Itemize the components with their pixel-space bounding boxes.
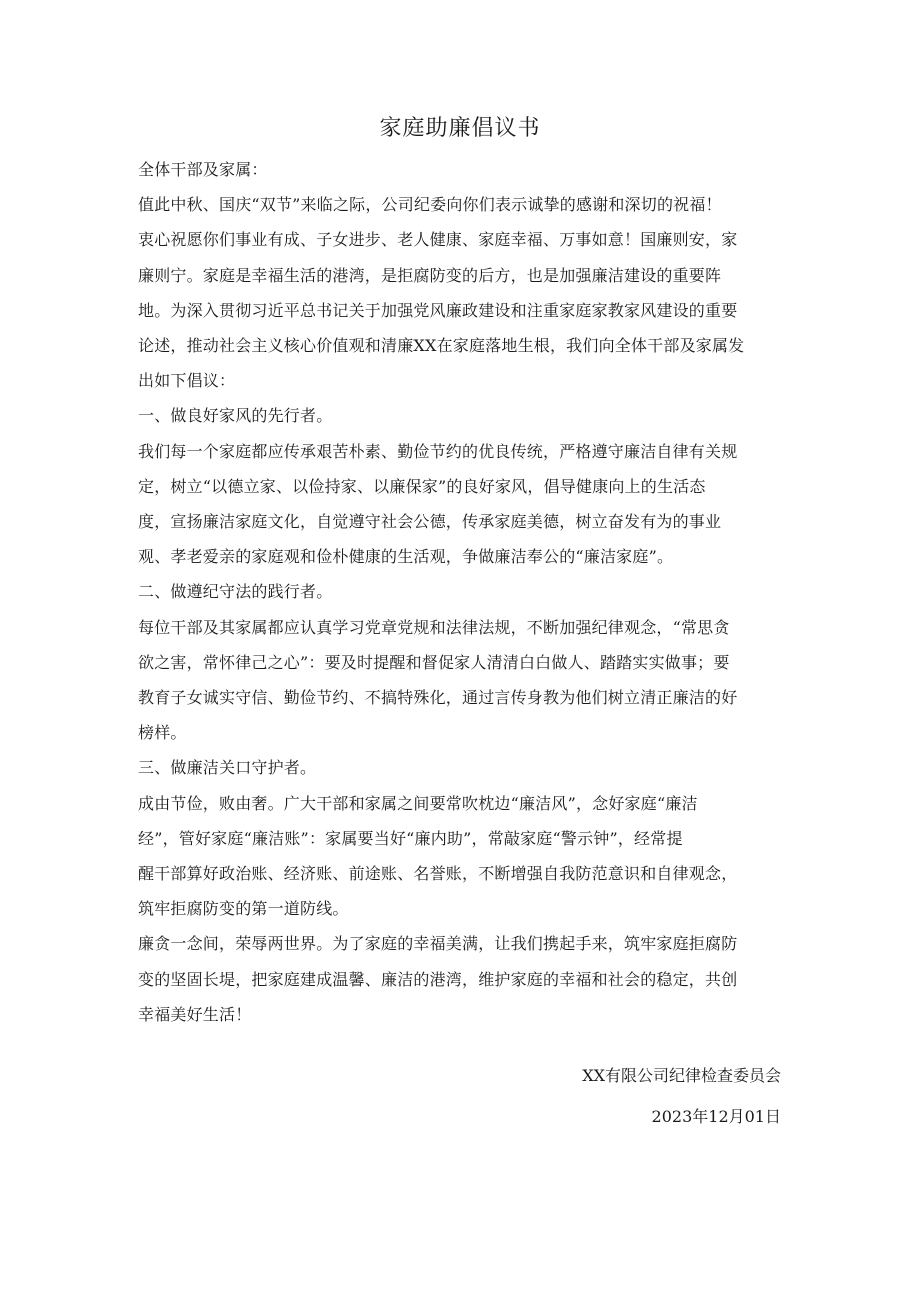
body-line: 出如下倡议： <box>138 371 236 391</box>
body-line: 地。为深入贯彻习近平总书记关于加强党风廉政建设和注重家庭家教家风建设的重要 <box>138 300 738 320</box>
body-line: 观、孝老爱亲的家庭观和俭朴健康的生活观，争做廉洁奉公的“廉洁家庭”。 <box>138 547 674 567</box>
body-line: 欲之害，常怀律己之心”：要及时提醒和督促家人清清白白做人、踏踏实实做事；要 <box>138 652 730 672</box>
body-line: 论述，推动社会主义核心价值观和清廉XX在家庭落地生根，我们向全体干部及家属发 <box>138 336 745 356</box>
signature-organization: XX有限公司纪律检查委员会 <box>582 1066 781 1085</box>
body-line: 我们每一个家庭都应传承艰苦朴素、勤俭节约的优良传统，严格遵守廉洁自律有关规 <box>138 441 738 461</box>
section-heading: 一、做良好家风的先行者。 <box>138 406 333 426</box>
body-line: 经”，管好家庭“廉洁账”：家属要当好“廉内助”，常敲家庭“警示钟”，经常提 <box>138 828 683 848</box>
body-line: 定，树立“以德立家、以俭持家、以廉保家”的良好家风，倡导健康向上的生活态 <box>138 476 706 496</box>
body-line: 度，宣扬廉洁家庭文化，自觉遵守社会公德，传承家庭美德，树立奋发有为的事业 <box>138 512 722 532</box>
body-line: 廉则宁。家庭是幸福生活的港湾，是拒腐防变的后方，也是加强廉洁建设的重要阵 <box>138 265 722 285</box>
section-heading: 三、做廉洁关口守护者。 <box>138 758 317 778</box>
body-line: 全体干部及家属： <box>138 160 268 179</box>
body-line: 醒干部算好政治账、经济账、前途账、名誉账，不断增强自我防范意识和自律观念， <box>138 864 738 884</box>
body-line: 筑牢拒腐防变的第一道防线。 <box>138 899 349 919</box>
document-body <box>138 152 778 1032</box>
document-title: 家庭助廉倡议书 <box>379 116 541 141</box>
body-line: 值此中秋、国庆“双节”来临之际，公司纪委向你们表示诚挚的感谢和深切的祝福！ <box>138 195 722 215</box>
body-line: 每位干部及其家属都应认真学习党章党规和法律法规，不断加强纪律观念，“常思贪 <box>138 617 730 637</box>
body-line: 成由节俭，败由奢。广大干部和家属之间要常吹枕边“廉洁风”，念好家庭“廉洁 <box>138 793 698 813</box>
body-line: 榜样。 <box>138 723 187 743</box>
body-line: 教育子女诚实守信、勤俭节约、不搞特殊化，通过言传身教为他们树立清正廉洁的好 <box>138 688 738 708</box>
body-line: 幸福美好生活！ <box>138 1004 252 1024</box>
body-line: 衷心祝愿你们事业有成、子女进步、老人健康、家庭幸福、万事如意！国廉则安，家 <box>138 230 738 250</box>
section-heading: 二、做遵纪守法的践行者。 <box>138 582 333 602</box>
body-line: 廉贪一念间，荣辱两世界。为了家庭的幸福美满，让我们携起手来，筑牢家庭拒腐防 <box>138 934 738 954</box>
body-line: 变的坚固长堤，把家庭建成温馨、廉洁的港湾，维护家庭的幸福和社会的稳定，共创 <box>138 969 738 989</box>
signature-date: 2023年12月01日 <box>651 1107 781 1126</box>
